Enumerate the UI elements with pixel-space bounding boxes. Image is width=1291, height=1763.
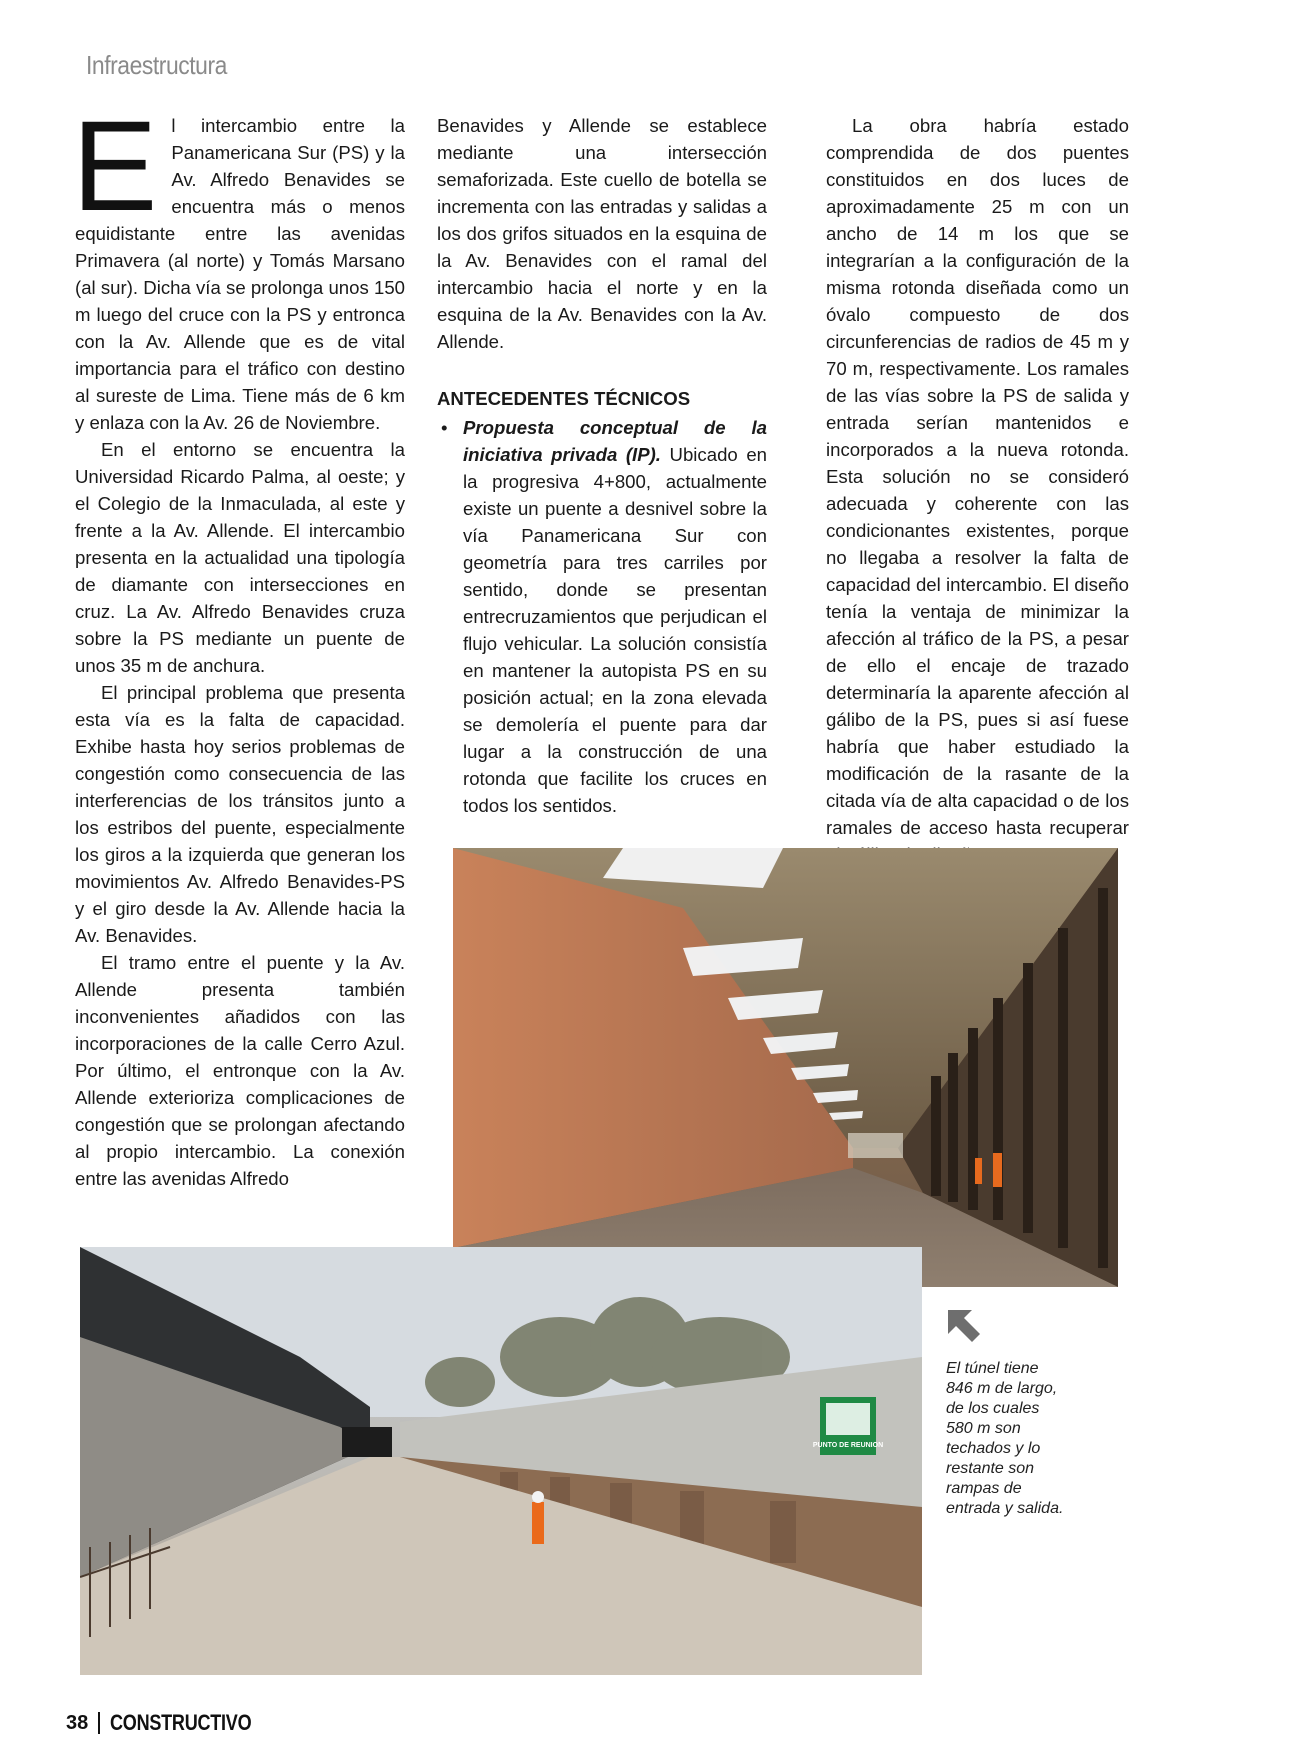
bullet-text: Ubicado en la progresiva 4+800, actualmente existe un puente a desnivel sobre la vía Panamericana Sur con geometría para tres carriles por sentido, donde se presentan entrecruzamientos que perjudican el flujo vehicular. La solución consistía en mantener la autopista PS en su posición actual; en la zona elevada se demolería el puente para dar lugar a la construcción de una rotonda que facilite los cruces en todos los sentidos. — [463, 444, 767, 816]
drop-cap: E — [72, 95, 158, 238]
caption-text: El túnel tiene 846 m de largo, de los cuales 580 m son techados y lo restante son rampas de entrada y salida. — [946, 1360, 1064, 1517]
bullet-icon: • — [441, 417, 448, 438]
bullet-lead: Propuesta conceptual de la iniciativa privada (IP). — [463, 417, 767, 465]
excavation-photo — [80, 1247, 922, 1675]
paragraph: El principal problema que presenta esta vía es la falta de capacidad. Exhibe hasta hoy serios problemas de congestión como consecuencia de las interferencias de los tránsitos junto a los estribos del puente, especialmente los giros a la izquierda que generan los movimientos Av. Alfredo Benavides-PS y el giro desde la Av. Allende hacia la Av. Benavides. — [75, 682, 405, 946]
paragraph: Benavides y Allende se establece mediante una intersección semaforizada. Este cuello de botella se incrementa con las entradas y salidas a los dos grifos situados en la esquina de la Av. Benavides con el ramal del intercambio hacia el norte y en la esquina de la Av. Benavides con la Av. Allende. — [437, 115, 767, 352]
article-column-2 — [437, 112, 767, 819]
paragraph: El tramo entre el puente y la Av. Allende presenta también inconvenientes añadidos con las incorporaciones de la calle Cerro Azul. Por último, el entronque con la Av. Allende exterioriza complicaciones de congestión que se prolongan afectando al propio intercambio. La conexión entre las avenidas Alfredo — [75, 952, 405, 1189]
sign-text: PUNTO DE REUNION — [812, 1442, 884, 1449]
photo-caption — [946, 1308, 1066, 1519]
article-column-1 — [72, 95, 405, 1192]
excavation-illustration — [80, 1247, 922, 1675]
magazine-name: CONSTRUCTIVO — [110, 1710, 252, 1735]
paragraph: En el entorno se encuentra la Universidad Ricardo Palma, al oeste; y el Colegio de la Inmaculada, al este y frente a la Av. Allende. El intercambio presenta en la actualidad una tipología de diamante con intersecciones en cruz. La Av. Alfredo Benavides cruza sobre la PS mediante un puente de unos 35 m de anchura. — [75, 439, 405, 676]
page-number: 38 — [66, 1711, 89, 1734]
tunnel-illustration — [453, 848, 1118, 1287]
bullet-item — [437, 414, 767, 819]
paragraph — [72, 95, 405, 436]
page-footer — [66, 1710, 283, 1736]
tunnel-interior-photo — [453, 848, 1118, 1287]
subheading: ANTECEDENTES TÉCNICOS — [437, 388, 691, 409]
footer-divider — [98, 1712, 100, 1734]
arrow-up-left-icon — [946, 1308, 982, 1344]
section-label: Infraestructura — [86, 50, 227, 80]
paragraph-text: l intercambio entre la Panamericana Sur (PS) y la Av. Alfredo Benavides se encuentra más o menos equidistante entre las avenidas Primavera (al norte) y Tomás Marsano (al sur). Dicha vía se prolonga unos 150 m luego del cruce con la PS y entronca con la Av. Allende que es de vital importancia para el tráfico con destino al sureste de Lima. Tiene más de 6 km y enlaza con la Av. 26 de Noviembre. — [75, 115, 405, 433]
article-column-3 — [826, 112, 1129, 868]
paragraph: La obra habría estado comprendida de dos puentes constituidos en dos luces de aproximadamente 25 m con un ancho de 14 m los que se integrarían a la configuración de la misma rotonda diseñada como un óvalo compuesto de dos circunferencias de radios de 45 m y 70 m, respectivamente. Los ramales de las vías sobre la PS de salida y entrada serían mantenidos e incorporados a la nueva rotonda. Esta solución no se consideró adecuada y coherente con las condicionantes existentes, porque no llegaba a resolver la falta de capacidad del intercambio. El diseño tenía la ventaja de minimizar la afección al tráfico de la PS, a pesar de ello el encaje de trazado determinaría la aparente afección al gálibo de la PS, pues si así fuese habría que haber estudiado la modificación de la rasante de la citada vía de alta capacidad o de los ramales de acceso hasta recuperar — [826, 115, 1129, 838]
